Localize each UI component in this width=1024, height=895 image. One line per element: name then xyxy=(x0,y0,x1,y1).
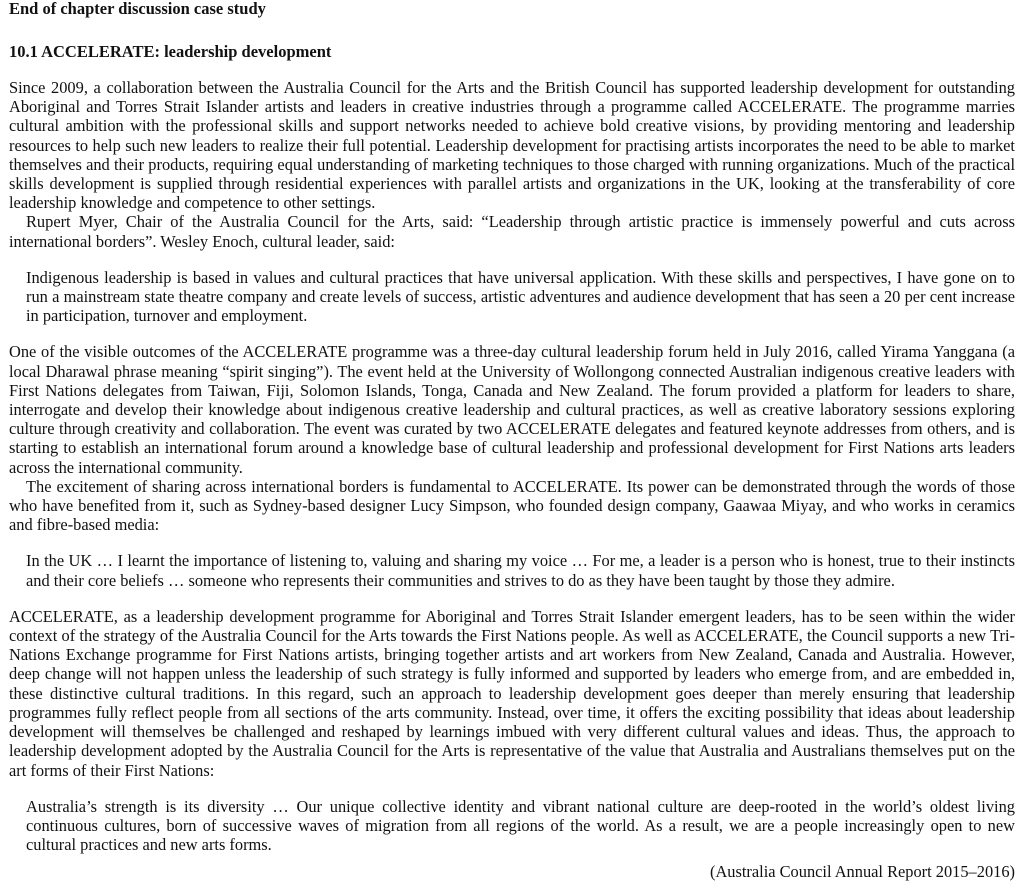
case-study-title: 10.1 ACCELERATE: leadership development xyxy=(9,42,332,61)
quote-wesley-enoch xyxy=(26,268,1015,326)
paragraph-rupert-myer: Rupert Myer, Chair of the Australia Council for the Arts, said: “Leadership through artistic practice is immensely powerful and cuts across international borders”. Wesley Enoch, cultural leader, said: xyxy=(9,212,1015,251)
quote-text: Australia’s strength is its diversity … Our unique collective identity and vibrant national culture are deep-rooted in the world’s oldest living continuous cultures, born of successive waves of migration from all regions of the world. As a result, we are a people increasingly open to new cultural practices and new arts forms. xyxy=(26,796,1015,855)
quote-lucy-simpson xyxy=(26,551,1015,589)
quote-text: Indigenous leadership is based in values and cultural practices that have universal application. With these skills and perspectives, I have gone on to run a mainstream state theatre company and create levels of success, artistic adventures and audience development that has seen a 20 per cent increase in participation, turnover and employment. xyxy=(26,267,1015,326)
quote-text: In the UK … I learnt the importance of listening to, valuing and sharing my voice … For me, a leader is a person who is honest, true to their instincts and their core beliefs … someone who represents their communities and strives to do as they have been taught by those they admire. xyxy=(26,551,1015,590)
quote-source: (Australia Council Annual Report 2015–2016) xyxy=(709,862,1015,882)
section-label: End of chapter discussion case study xyxy=(9,0,266,18)
quote-australia-council xyxy=(26,797,1015,882)
paragraph-intro: Since 2009, a collaboration between the Australia Council for the Arts and the British Council has supported leadership development for outstanding Aboriginal and Torres Strait Islander artists and leaders in creative industries through a programme called ACCELERATE. The programme marries cultural ambition with the professional skills and support networks needed to achieve bold creative visions, by providing mentoring and leadership resources to help such new leaders to realize their full potential. Leadership development for practising artists incorporates the need to be able to market themselves and their products, requiring equal understanding of marketing techniques to those charged with running organizations. Much of the practical skills development is supplied through residential experiences with parallel artists and organizations in the UK, looking at the transferability of core leadership knowledge and competence to other settings. xyxy=(9,78,1015,213)
paragraph-strategy: ACCELERATE, as a leadership development programme for Aboriginal and Torres Strait Islander emergent leaders, has to be seen within the wider context of the strategy of the Australia Council for the Arts towards the First Nations people. As well as ACCELERATE, the Council supports a new Tri-Nations Exchange programme for First Nations artists, bringing together artists and art workers from New Zealand, Canada and Australia. However, deep change will not happen unless the leadership of such strategy is fully informed and supported by leaders who emerge from, and are embedded in, these distinctive cultural traditions. In this regard, such an approach to leadership development goes deeper than merely ensuring that leadership programmes fully reflect people from all sections of the arts community. Instead, over time, it offers the exciting possibility that ideas about leadership development will themselves be challenged and reshaped by learnings imbued with very different cultural values and ideas. Thus, the approach to leadership development adopted by the Australia Council for the Arts is representative of the value that Australia and Australians themselves put on the art forms of their First Nations: xyxy=(9,606,1015,780)
case-study-page xyxy=(9,0,1015,882)
paragraph-forum: One of the visible outcomes of the ACCELERATE programme was a three-day cultural leadership forum held in July 2016, called Yirama Yanggana (a local Dharawal phrase meaning “spirit singing”). The event held at the University of Wollongong connected Australian indigenous creative leaders with First Nations delegates from Taiwan, Fiji, Solomon Islands, Tonga, Canada and New Zealand. The forum provided a platform for leaders to share, interrogate and develop their knowledge about indigenous creative leadership and cultural practices, as well as creative laboratory sessions exploring culture through creativity and collaboration. The event was curated by two ACCELERATE delegates and featured keynote addresses from others, and is starting to establish an international forum around a knowledge base of cultural leadership and professional development for First Nations arts leaders across the international community. xyxy=(9,342,1015,477)
paragraph-excitement: The excitement of sharing across international borders is fundamental to ACCELERATE. Its power can be demonstrated through the words of those who have benefited from it, such as Sydney-based designer Lucy Simpson, who founded design company, Gaawaa Miyay, and who works in ceramics and fibre-based media: xyxy=(9,476,1015,535)
